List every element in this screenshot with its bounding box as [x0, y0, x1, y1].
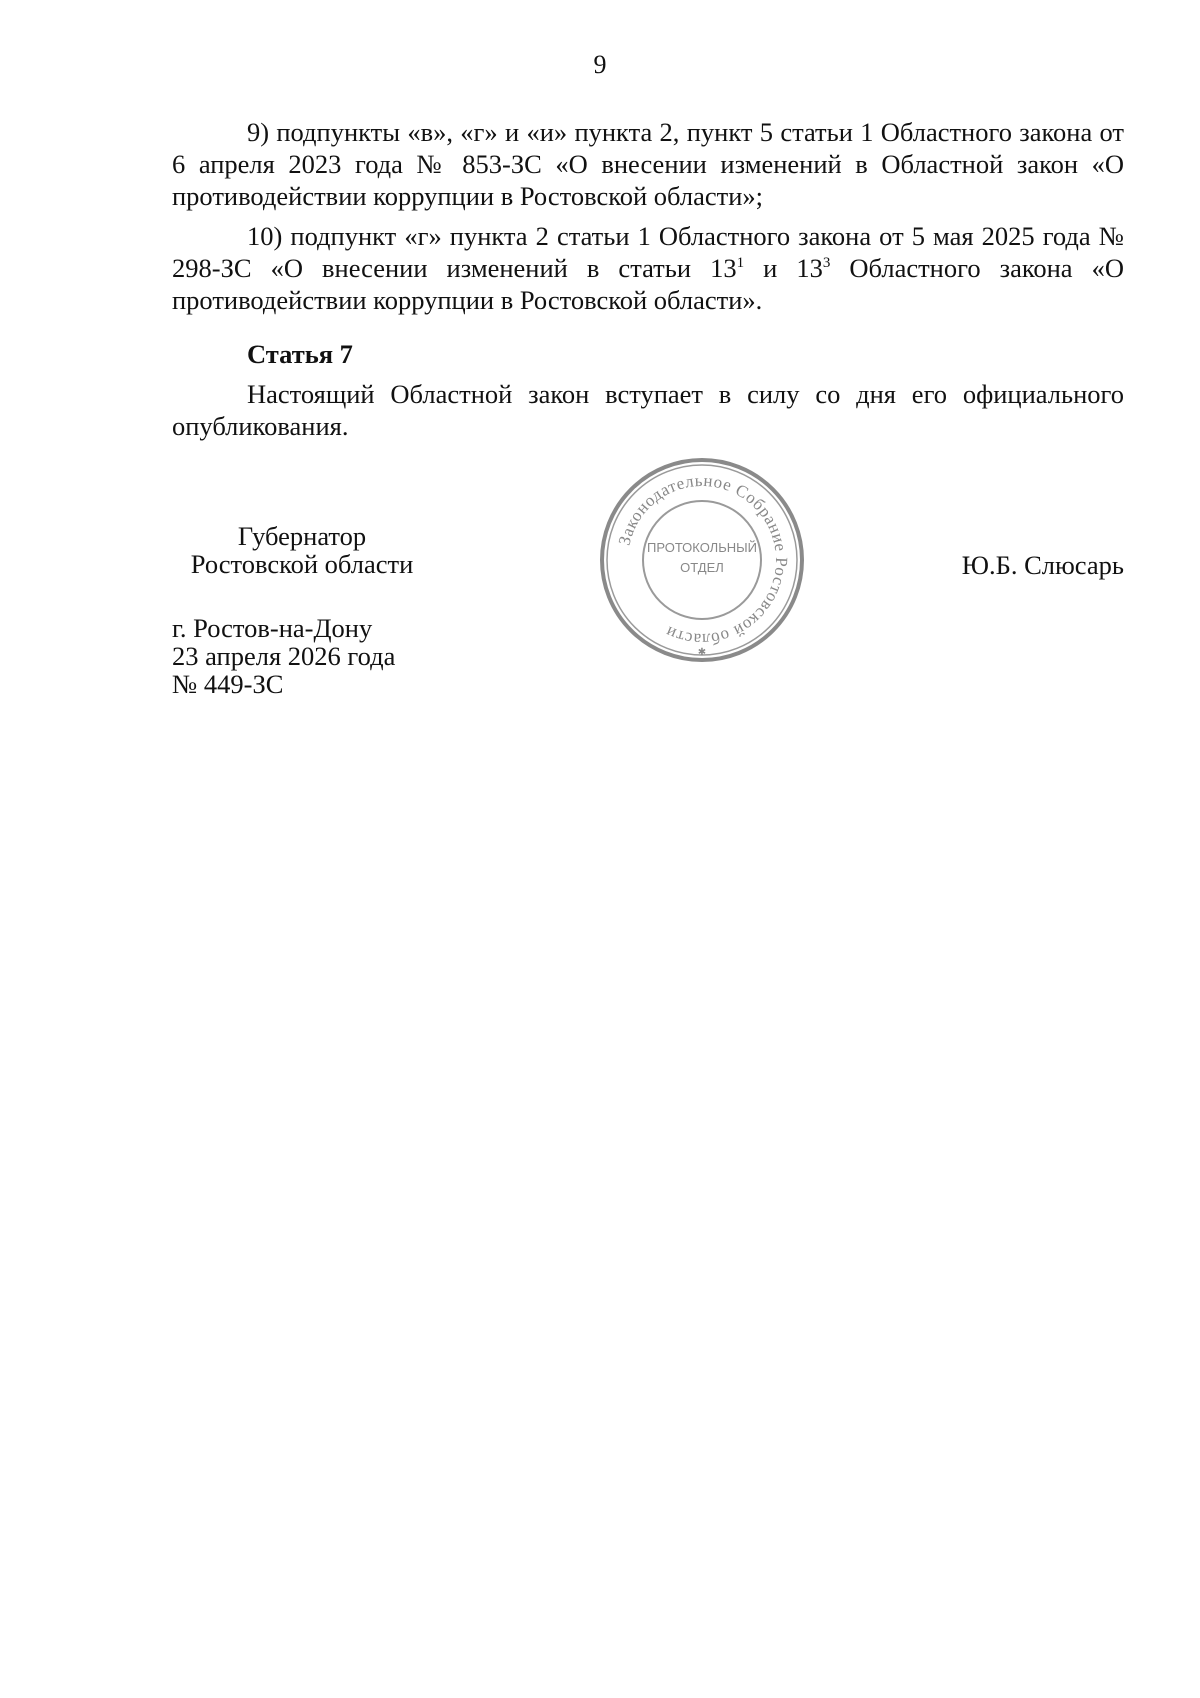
stamp-ring-text: Законодательное Собрание Ростовской области [614, 470, 792, 650]
item-10-text-part2: и 13 [744, 253, 823, 283]
item-10-text-part1: 10) подпункт «г» пункта 2 статьи 1 Областного закона от 5 мая 2025 года № 298-ЗС «О внесении изменений в статьи 13 [172, 221, 1124, 283]
position-line-1: Губернатор [237, 521, 367, 551]
list-item-10 [172, 220, 1124, 316]
stamp-center-line-2: ОТДЕЛ [680, 560, 724, 575]
page-number: 9 [593, 50, 607, 79]
stamp-center-line-1: ПРОТОКОЛЬНЫЙ [646, 540, 758, 555]
stamp-star-icon: ✱ [697, 647, 707, 658]
article-heading: Статья 7 [247, 339, 353, 369]
superscript-3: 3 [822, 255, 831, 271]
item-10-text-part3: Областного закона «О противодействии коррупции в Ростовской области». [172, 253, 1124, 315]
signatory-position [172, 522, 432, 578]
city: г. Ростов-на-Дону [172, 613, 373, 643]
date: 23 апреля 2026 года [172, 641, 396, 671]
document-body [172, 116, 1124, 450]
list-item-9: 9) подпункты «в», «г» и «и» пункта 2, пункт 5 статьи 1 Областного закона от 6 апреля 2023 года № 853-ЗС «О внесении изменений в Областной закон «О противодействии коррупции в Ростовской области»; [172, 117, 1124, 211]
signatory-name: Ю.Б. Слюсарь [961, 550, 1124, 580]
article-text: Настоящий Областной закон вступает в силу со дня его официального опубликования. [172, 379, 1124, 441]
law-number: № 449-ЗС [172, 669, 284, 699]
position-line-2: Ростовской области [190, 549, 414, 579]
superscript-1: 1 [736, 255, 745, 271]
official-stamp [597, 455, 807, 665]
place-date-number [172, 614, 395, 698]
stamp-seal-icon [597, 455, 807, 665]
